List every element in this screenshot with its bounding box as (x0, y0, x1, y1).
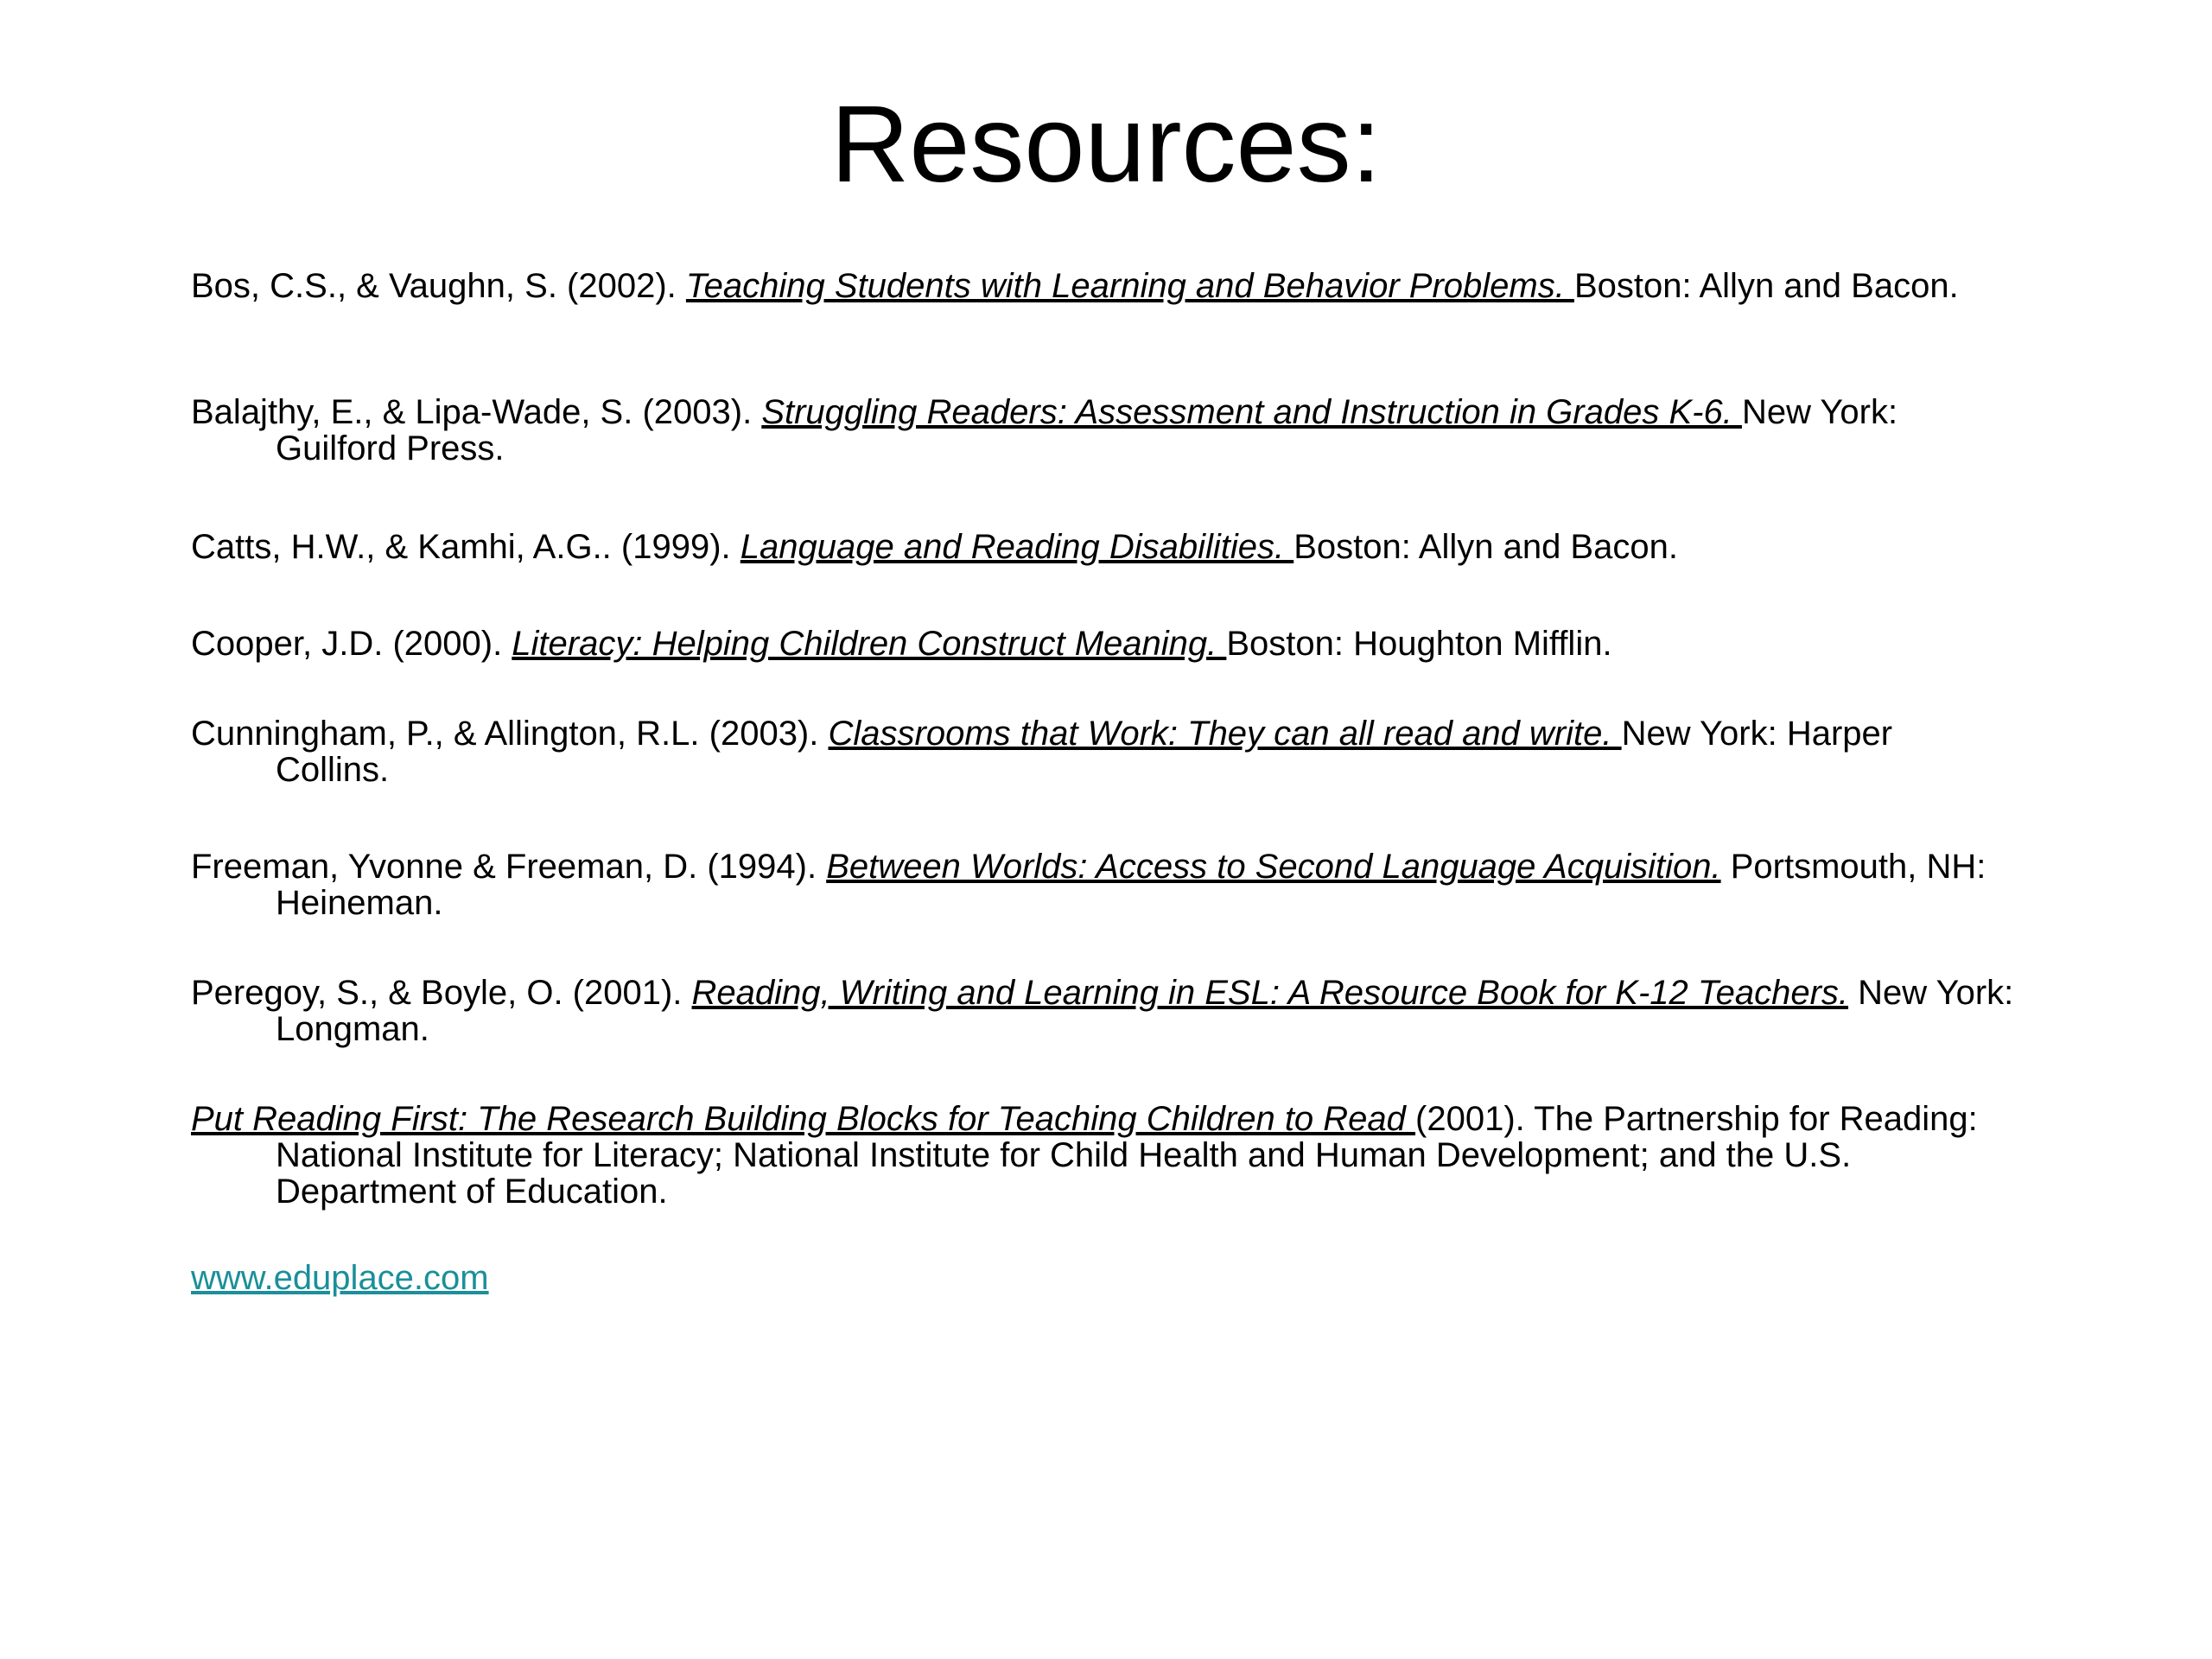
reference-book-title: Between Worlds: Access to Second Language Acquisition. (826, 848, 1721, 886)
reference-item (191, 1101, 2014, 1210)
reference-authors: Freeman, Yvonne & Freeman, D. (1994). (191, 848, 827, 886)
reference-book-title: Struggling Readers: Assessment and Instruction in Grades K-6. (761, 393, 1742, 431)
reference-authors: Peregoy, S., & Boyle, O. (2001). (191, 974, 692, 1012)
reference-publisher: New York: Guilford Press. (276, 393, 1898, 467)
reference-publisher: New York: Harper Collins. (276, 715, 1893, 789)
reference-publisher: Boston: Allyn and Bacon. (1294, 528, 1678, 566)
reference-book-title: Literacy: Helping Children Construct Meaning. (512, 625, 1227, 663)
reference-item (191, 394, 2014, 467)
reference-item (191, 626, 2014, 662)
reference-authors: Cooper, J.D. (2000). (191, 625, 512, 663)
reference-book-title: Put Reading First: The Research Building Blocks for Teaching Children to Read (191, 1100, 1416, 1138)
reference-item (191, 529, 2014, 565)
reference-authors: Cunningham, P., & Allington, R.L. (2003). (191, 715, 829, 753)
reference-book-title: Reading, Writing and Learning in ESL: A Resource Book for K-12 Teachers. (691, 974, 1849, 1012)
reference-book-title: Language and Reading Disabilities. (740, 528, 1294, 566)
reference-publisher: (2001). The Partnership for Reading: National Institute for Literacy; National Institute for Child Health and Human Development; and the U.S. Department of Education. (276, 1100, 1978, 1211)
slide-title: Resources: (830, 83, 1382, 205)
reference-item (191, 268, 2014, 304)
reference-publisher: Boston: Allyn and Bacon. (1573, 267, 1959, 305)
reference-authors: Bos, C.S., & Vaughn, S. (2002). (191, 267, 686, 305)
reference-publisher: New York: Longman. (276, 974, 2014, 1048)
reference-item (191, 975, 2014, 1047)
reference-item (191, 849, 2014, 921)
reference-authors: Balajthy, E., & Lipa-Wade, S. (2003). (191, 393, 762, 431)
reference-book-title: Teaching Students with Learning and Behavior Problems. (685, 267, 1574, 305)
reference-publisher: Portsmouth, NH: Heineman. (276, 848, 1986, 922)
reference-publisher: Boston: Houghton Mifflin. (1226, 625, 1612, 663)
reference-authors: Catts, H.W., & Kamhi, A.G.. (1999). (191, 528, 741, 566)
eduplace-link[interactable]: www.eduplace.com (191, 1259, 489, 1297)
reference-item (191, 1260, 2014, 1296)
reference-book-title: Classrooms that Work: They can all read and write. (828, 715, 1622, 753)
reference-item (191, 715, 2014, 788)
